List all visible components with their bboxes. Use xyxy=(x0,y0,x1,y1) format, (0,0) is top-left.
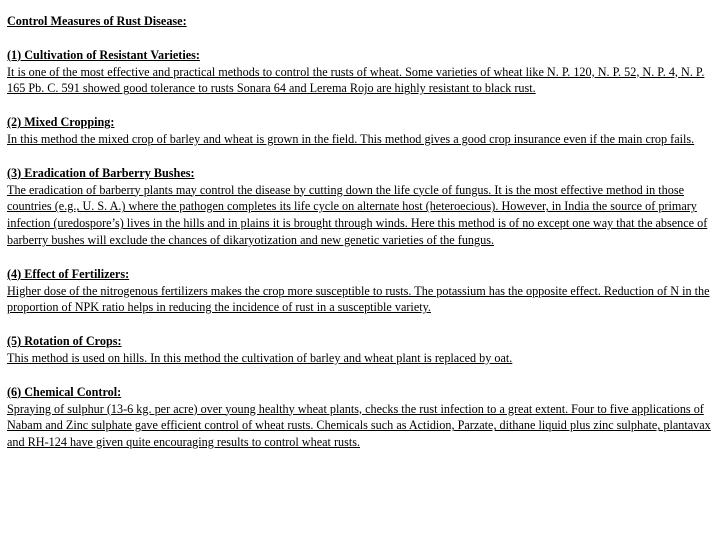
section-mixed-cropping xyxy=(7,114,715,148)
section-crop-rotation xyxy=(7,333,715,367)
section-body: It is one of the most effective and practical methods to control the rusts of wheat. Some varieties of wheat like N. P. 120, N. P. 52, N. P. 4, N. P. 165 Pb. C. 591 showed good tolerance to rusts Sonara 64 and Lerema Rojo are highly resistant to black rust. xyxy=(7,64,705,96)
section-heading: (4) Effect of Fertilizers: xyxy=(7,266,130,281)
document-title: Control Measures of Rust Disease: xyxy=(7,14,187,28)
section-body: The eradication of barberry plants may control the disease by cutting down the life cycle of fungus. It is the most effective method in those countries (e.g., U. S. A.) where the pathogen completes its life cycle on alternate host (heteroecious). However, in India the source of primary infection (uredospore’s) lives in the hills and in plains it is brought through winds. Here this method is of no except one way that the absence of barberry bushes will exclude the chances of dikaryotization and new genetic varieties of the fungus. xyxy=(7,182,708,247)
section-heading: (3) Eradication of Barberry Bushes: xyxy=(7,165,195,180)
section-body: In this method the mixed crop of barley and wheat is grown in the field. This method gives a good crop insurance even if the main crop fails. xyxy=(7,131,695,146)
section-body: Spraying of sulphur (13-6 kg. per acre) over young healthy wheat plants, checks the rust infection to a great extent. Four to five applications of Nabam and Zinc sulphate gave efficient control of wheat rusts. Chemicals such as Actidion, Parzate, dithane liquid plus zinc sulphate, plantavax and RH-124 have given quite encouraging results to control wheat rusts. xyxy=(7,401,711,450)
section-resistant-varieties xyxy=(7,47,715,97)
section-heading: (6) Chemical Control: xyxy=(7,384,122,399)
section-heading: (2) Mixed Cropping: xyxy=(7,115,115,130)
document xyxy=(7,13,715,468)
section-barberry-eradication xyxy=(7,165,715,249)
section-fertilizers xyxy=(7,266,715,316)
section-body: Higher dose of the nitrogenous fertilizers makes the crop more susceptible to rusts. The potassium has the opposite effect. Reduction of N in the proportion of NPK ratio helps in reducing the incidence of rust in a susceptible variety. xyxy=(7,283,710,315)
section-heading: (5) Rotation of Crops: xyxy=(7,334,122,349)
section-chemical-control xyxy=(7,384,715,451)
section-heading: (1) Cultivation of Resistant Varieties: xyxy=(7,47,200,62)
section-body: This method is used on hills. In this method the cultivation of barley and wheat plant is replaced by oat. xyxy=(7,350,513,365)
